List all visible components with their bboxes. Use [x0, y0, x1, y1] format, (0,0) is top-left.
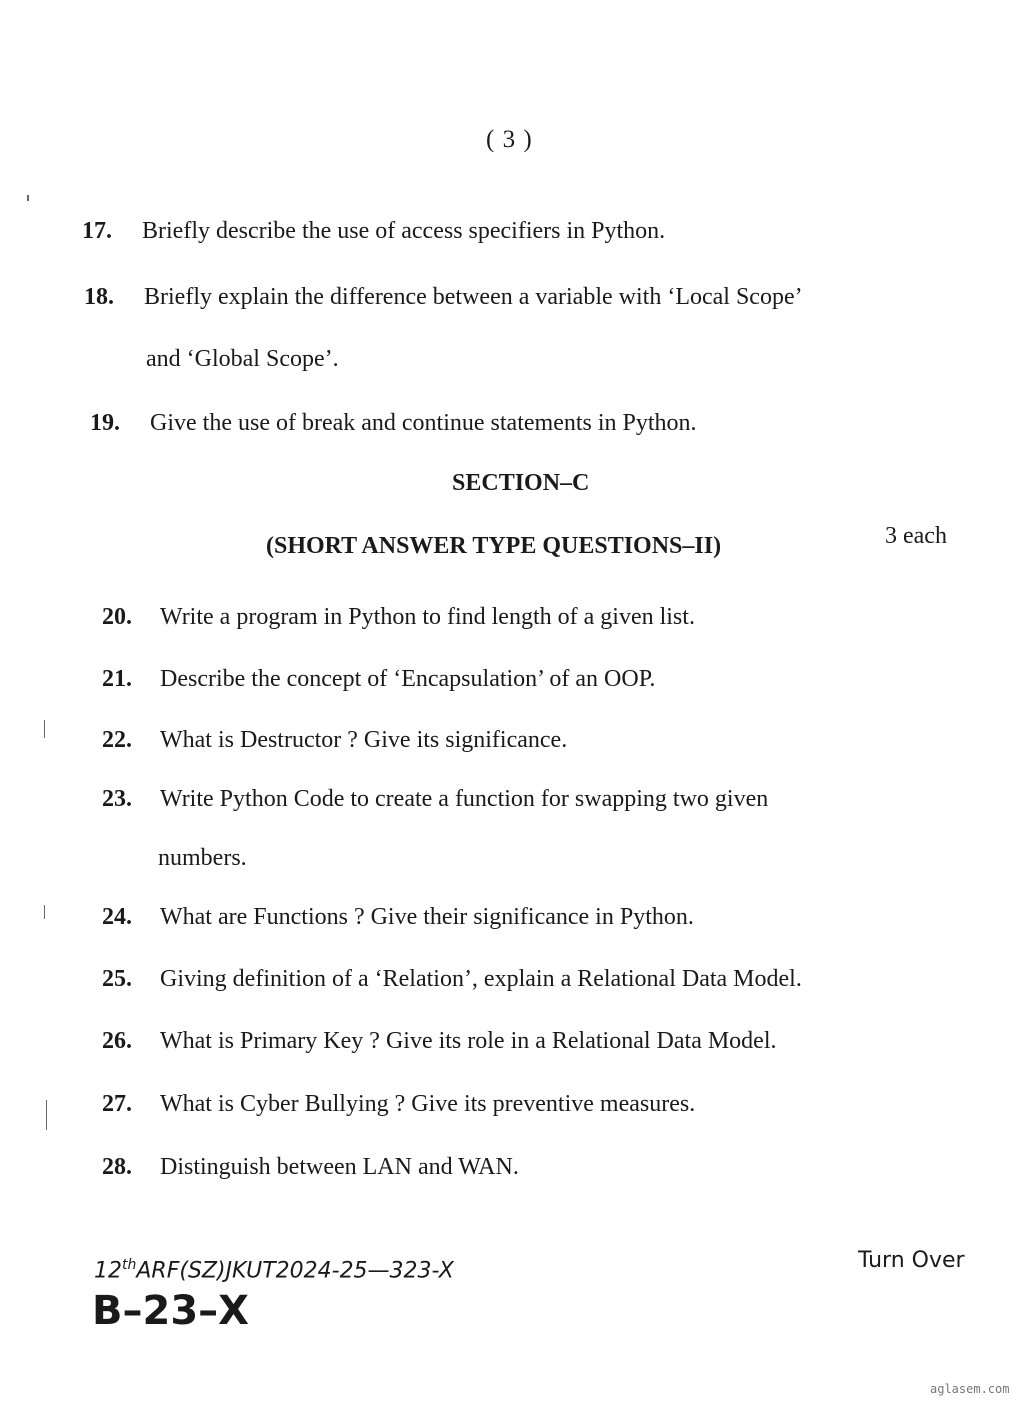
question-text: Distinguish between LAN and WAN.: [160, 1154, 519, 1180]
question-text: Briefly describe the use of access specifiers in Python.: [142, 218, 666, 244]
question-23: [102, 786, 768, 813]
question-text: What is Destructor ? Give its significance.: [160, 727, 568, 753]
question-20: [102, 604, 695, 631]
question-text-line1: Briefly explain the difference between a variable with ‘Local Scope’: [144, 284, 803, 310]
section-title: SECTION–C: [452, 470, 590, 496]
watermark: aglasem.com: [930, 1382, 1010, 1396]
question-text: What are Functions ? Give their significance in Python.: [160, 904, 694, 930]
paper-code-rest: ARF(SZ)JKUT2024-25—323-X: [136, 1258, 454, 1284]
scan-speck: [44, 905, 45, 919]
question-17: [82, 218, 665, 245]
scan-speck: [46, 1100, 47, 1130]
question-text: What is Primary Key ? Give its role in a Relational Data Model.: [160, 1028, 777, 1054]
paper-code-prefix: 12: [94, 1258, 122, 1284]
question-text: Give the use of break and continue statements in Python.: [150, 410, 697, 436]
section-marks: 3 each: [885, 523, 947, 549]
question-text-line1: Write Python Code to create a function for swapping two given: [160, 786, 769, 812]
question-number: 17.: [82, 218, 112, 244]
paper-code: [94, 1257, 454, 1283]
question-text: Describe the concept of ‘Encapsulation’ of an OOP.: [160, 666, 656, 692]
question-number: 27.: [102, 1091, 132, 1117]
question-number: 25.: [102, 966, 132, 992]
question-22: [102, 727, 567, 754]
question-number: 20.: [102, 604, 132, 630]
question-25: [102, 966, 802, 993]
question-24: [102, 904, 694, 931]
turn-over-label: Turn Over: [858, 1248, 965, 1273]
scan-speck: [27, 195, 29, 201]
question-number: 28.: [102, 1154, 132, 1180]
paper-code-sup: th: [122, 1257, 137, 1273]
question-text: What is Cyber Bullying ? Give its preventive measures.: [160, 1091, 696, 1117]
question-26: [102, 1028, 777, 1055]
question-23-continued: numbers.: [158, 845, 247, 871]
question-number: 24.: [102, 904, 132, 930]
question-number: 21.: [102, 666, 132, 692]
question-number: 22.: [102, 727, 132, 753]
question-number: 19.: [90, 410, 120, 436]
question-number: 18.: [84, 284, 114, 310]
question-28: [102, 1154, 519, 1181]
section-subtitle: (SHORT ANSWER TYPE QUESTIONS–II): [266, 533, 722, 559]
page-number: ( 3 ): [486, 126, 533, 153]
question-number: 26.: [102, 1028, 132, 1054]
question-text: Write a program in Python to find length of a given list.: [160, 604, 695, 630]
question-19: [90, 410, 697, 437]
question-number: 23.: [102, 786, 132, 812]
question-27: [102, 1091, 695, 1118]
question-text: Giving definition of a ‘Relation’, explain a Relational Data Model.: [160, 966, 802, 992]
series-code: B–23–X: [92, 1288, 249, 1334]
question-21: [102, 666, 655, 693]
question-18: [84, 284, 803, 311]
question-18-continued: and ‘Global Scope’.: [146, 346, 339, 372]
scan-speck: [44, 720, 45, 738]
